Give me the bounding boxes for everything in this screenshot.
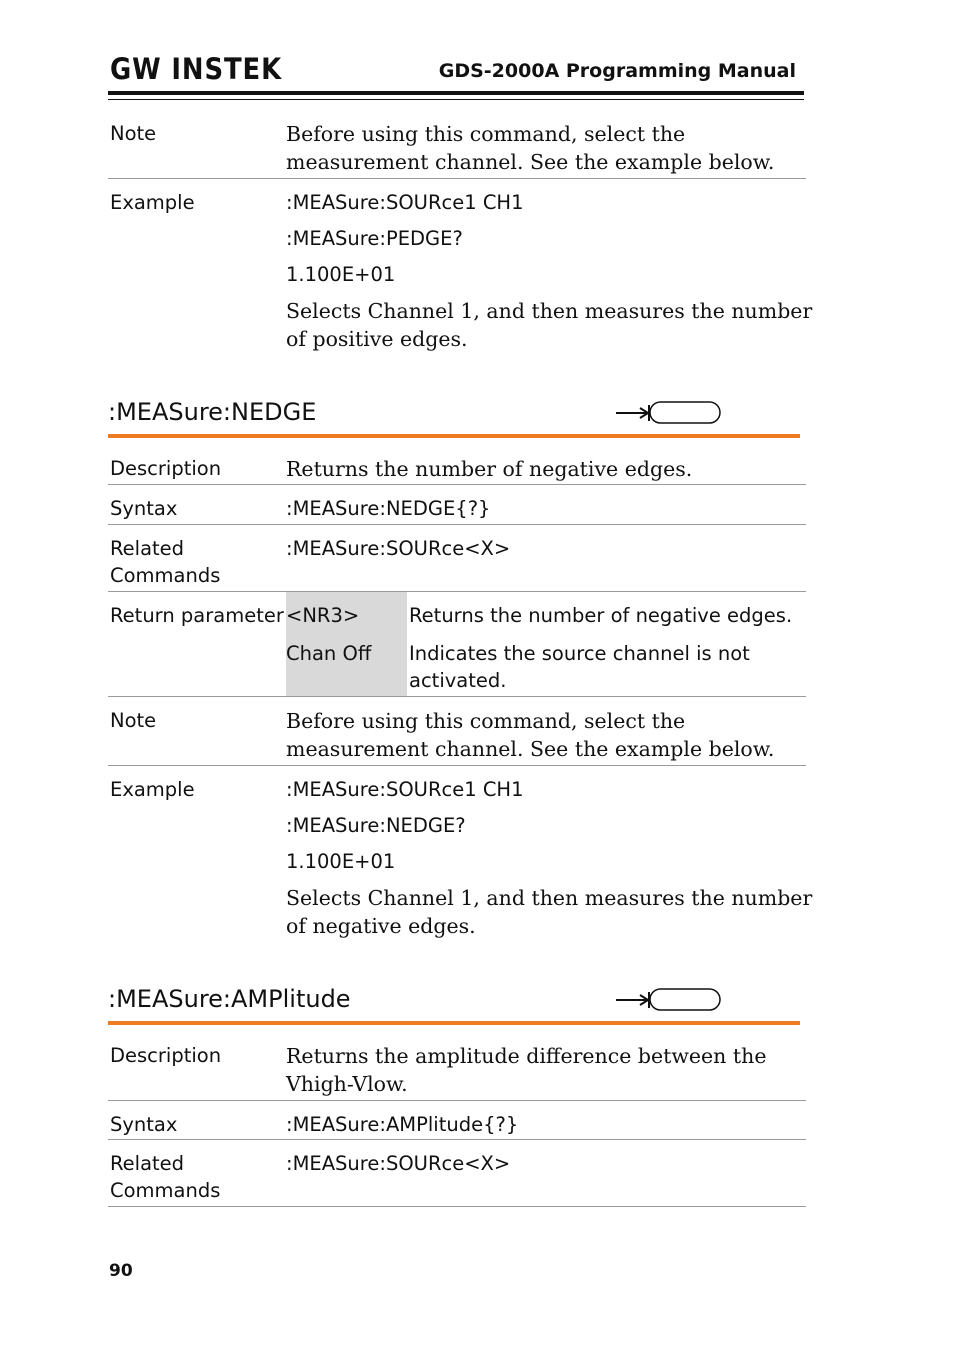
- section-rule: [108, 1021, 800, 1025]
- description-line: Returns the number of negative edges.: [286, 457, 693, 481]
- example-description: of positive edges.: [286, 327, 468, 351]
- related-command: :MEASure:SOURce<X>: [286, 537, 511, 560]
- query-arrow-icon: [614, 987, 724, 1013]
- return-param: <NR3>: [286, 604, 360, 627]
- note-text: [286, 120, 806, 176]
- related-label-line: Related: [110, 1152, 185, 1175]
- syntax-text: :MEASure:NEDGE{?}: [286, 497, 491, 520]
- note-label: Note: [110, 122, 157, 145]
- example-command: :MEASure:SOURce1 CH1: [286, 778, 524, 801]
- description-text: [286, 455, 806, 483]
- example-response: 1.100E+01: [286, 263, 396, 286]
- row-divider: [108, 591, 806, 592]
- section-title-amplitude: :MEASure:AMPlitude: [108, 985, 351, 1013]
- related-label-line: Commands: [110, 1179, 221, 1202]
- section-rule: [108, 434, 800, 438]
- row-divider: [108, 765, 806, 766]
- header-rule-thin: [108, 99, 804, 100]
- example-description: of negative edges.: [286, 914, 476, 938]
- example-label: Example: [110, 191, 195, 214]
- return-desc: [409, 640, 750, 694]
- example-content: [286, 776, 813, 940]
- return-desc: Returns the number of negative edges.: [409, 604, 793, 627]
- syntax-label: Syntax: [110, 1113, 178, 1136]
- row-divider: [108, 484, 806, 485]
- row-divider: [108, 1206, 806, 1207]
- example-command: :MEASure:SOURce1 CH1: [286, 191, 524, 214]
- note-text: [286, 707, 806, 763]
- description-label: Description: [110, 1044, 222, 1067]
- related-label: [110, 535, 220, 589]
- row-divider: [108, 1100, 806, 1101]
- example-response: 1.100E+01: [286, 850, 396, 873]
- note-line: measurement channel. See the example below.: [286, 150, 775, 174]
- return-desc-line: activated.: [409, 669, 507, 692]
- description-line: Returns the amplitude difference between the: [286, 1044, 767, 1068]
- example-description: Selects Channel 1, and then measures the number: [286, 299, 813, 323]
- description-line: Vhigh-Vlow.: [286, 1072, 408, 1096]
- return-label: Return parameter: [110, 604, 284, 627]
- related-label-line: Commands: [110, 564, 221, 587]
- return-desc-line: Indicates the source channel is not: [409, 642, 750, 665]
- gw-instek-logo: [110, 52, 285, 84]
- logo-text: GW INSTEK: [110, 52, 283, 84]
- row-divider: [108, 1139, 806, 1140]
- header-rule: [108, 91, 804, 95]
- row-divider: [108, 524, 806, 525]
- related-command: :MEASure:SOURce<X>: [286, 1152, 511, 1175]
- note-label: Note: [110, 709, 157, 732]
- return-param: Chan Off: [286, 642, 372, 665]
- example-content: [286, 189, 813, 353]
- page-number: 90: [109, 1261, 133, 1281]
- description-text: [286, 1042, 806, 1098]
- row-divider: [108, 178, 806, 179]
- note-line: Before using this command, select the: [286, 122, 686, 146]
- example-command: :MEASure:PEDGE?: [286, 227, 463, 250]
- manual-title: GDS-2000A Programming Manual: [438, 60, 796, 82]
- row-divider: [108, 696, 806, 697]
- note-line: Before using this command, select the: [286, 709, 686, 733]
- example-label: Example: [110, 778, 195, 801]
- example-description: Selects Channel 1, and then measures the number: [286, 886, 813, 910]
- query-arrow-icon: [614, 400, 724, 426]
- description-label: Description: [110, 457, 222, 480]
- note-line: measurement channel. See the example below.: [286, 737, 775, 761]
- related-label: [110, 1150, 220, 1204]
- section-title-nedge: :MEASure:NEDGE: [108, 398, 317, 426]
- syntax-label: Syntax: [110, 497, 178, 520]
- example-command: :MEASure:NEDGE?: [286, 814, 466, 837]
- related-label-line: Related: [110, 537, 185, 560]
- syntax-text: :MEASure:AMPlitude{?}: [286, 1113, 519, 1136]
